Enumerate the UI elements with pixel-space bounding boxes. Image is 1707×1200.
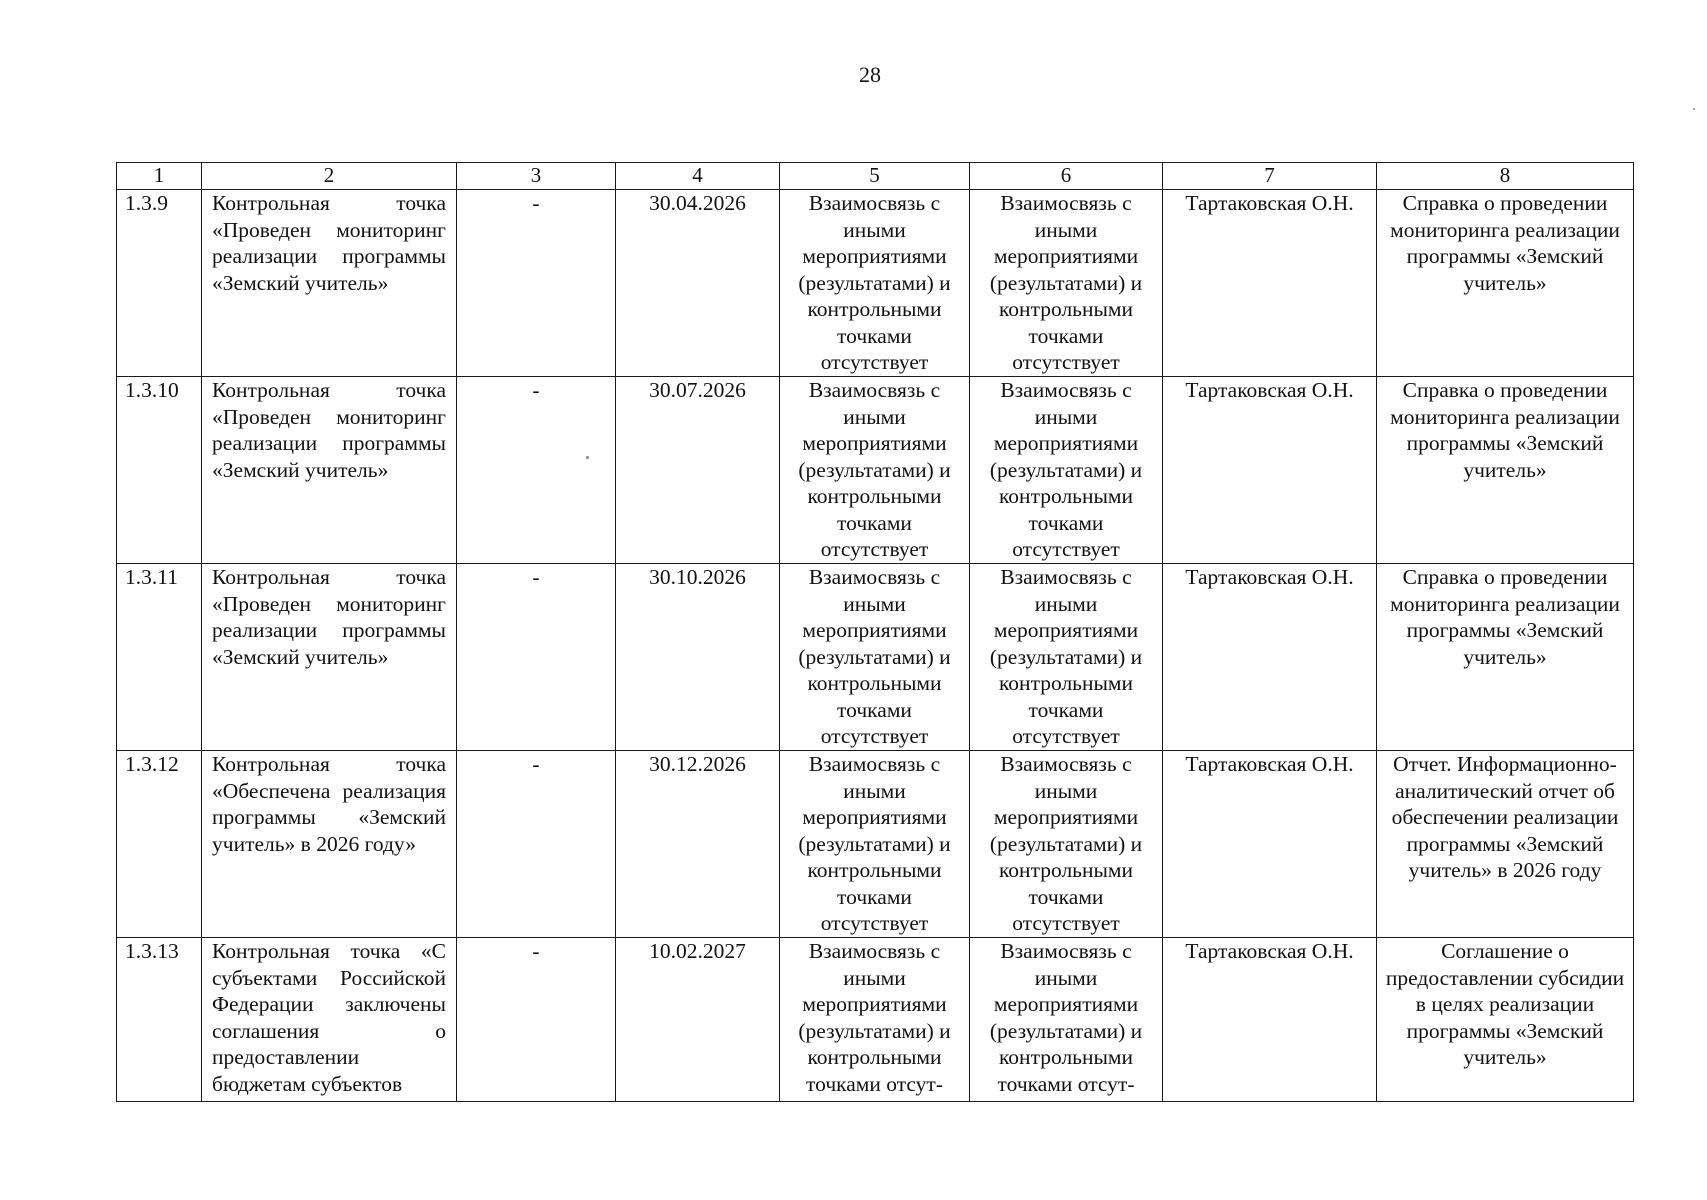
- table-row: [117, 751, 1634, 938]
- deadline-date: 30.04.2026: [616, 190, 780, 377]
- result-document: Отчет. Информационно-аналитический отчет об обеспечении реализации программы «Земский учитель» в 2026 году: [1377, 751, 1634, 938]
- column-number: 7: [1163, 163, 1377, 190]
- relation-predecessors: Взаимосвязь с иными мероприятиями (результатами) и контрольными точками отсутствует: [780, 377, 970, 564]
- row-number: 1.3.12: [117, 751, 202, 938]
- table-row: [117, 564, 1634, 751]
- relation-successors: Взаимосвязь с иными мероприятиями (результатами) и контрольными точками отсутствует: [970, 564, 1163, 751]
- responsible-person: Тартаковская О.Н.: [1163, 190, 1377, 377]
- relation-successors: Взаимосвязь с иными мероприятиями (результатами) и контрольными точками отсутствует: [970, 377, 1163, 564]
- responsible-person: Тартаковская О.Н.: [1163, 751, 1377, 938]
- control-point-name: Контрольная точка «Обеспечена реализация программы «Земский учитель» в 2026 году»: [202, 751, 457, 938]
- result-document: Соглашение о предоставлении субсидии в целях реализации программы «Земский учитель»: [1377, 938, 1634, 1102]
- column-number: 5: [780, 163, 970, 190]
- deadline-date: 30.12.2026: [616, 751, 780, 938]
- relation-predecessors: Взаимосвязь с иными мероприятиями (результатами) и контрольными точками отсут-: [780, 938, 970, 1102]
- control-point-name: Контрольная точка «Проведен мониторинг реализации программы «Земский учитель»: [202, 377, 457, 564]
- empty-value: -: [457, 377, 616, 564]
- scan-speck: [1693, 108, 1695, 110]
- table-row: [117, 938, 1634, 1102]
- row-number: 1.3.9: [117, 190, 202, 377]
- column-number: 8: [1377, 163, 1634, 190]
- row-number: 1.3.11: [117, 564, 202, 751]
- result-document: Справка о проведении мониторинга реализации программы «Земский учитель»: [1377, 190, 1634, 377]
- deadline-date: 30.10.2026: [616, 564, 780, 751]
- column-number: 1: [117, 163, 202, 190]
- row-number: 1.3.13: [117, 938, 202, 1102]
- empty-value: -: [457, 751, 616, 938]
- responsible-person: Тартаковская О.Н.: [1163, 377, 1377, 564]
- control-point-name: Контрольная точка «С субъектами Российской Федерации заключены соглашения о предоставлении бюджетам субъектов: [202, 938, 457, 1102]
- relation-predecessors: Взаимосвязь с иными мероприятиями (результатами) и контрольными точками отсутствует: [780, 564, 970, 751]
- column-number: 2: [202, 163, 457, 190]
- control-point-name: Контрольная точка «Проведен мониторинг реализации программы «Земский учитель»: [202, 564, 457, 751]
- table-row: [117, 190, 1634, 377]
- responsible-person: Тартаковская О.Н.: [1163, 938, 1377, 1102]
- responsible-person: Тартаковская О.Н.: [1163, 564, 1377, 751]
- row-number: 1.3.10: [117, 377, 202, 564]
- empty-value: -: [457, 938, 616, 1102]
- deadline-date: 30.07.2026: [616, 377, 780, 564]
- result-document: Справка о проведении мониторинга реализации программы «Земский учитель»: [1377, 564, 1634, 751]
- relation-successors: Взаимосвязь с иными мероприятиями (результатами) и контрольными точками отсутствует: [970, 190, 1163, 377]
- column-number: 3: [457, 163, 616, 190]
- column-number-row: [117, 163, 1634, 190]
- empty-value: -: [457, 564, 616, 751]
- empty-value: -: [457, 190, 616, 377]
- relation-successors: Взаимосвязь с иными мероприятиями (результатами) и контрольными точками отсутствует: [970, 751, 1163, 938]
- column-number: 4: [616, 163, 780, 190]
- page-number: 28: [859, 62, 881, 87]
- relation-predecessors: Взаимосвязь с иными мероприятиями (результатами) и контрольными точками отсутствует: [780, 190, 970, 377]
- relation-predecessors: Взаимосвязь с иными мероприятиями (результатами) и контрольными точками отсутствует: [780, 751, 970, 938]
- control-point-name: Контрольная точка «Проведен мониторинг реализации программы «Земский учитель»: [202, 190, 457, 377]
- relation-successors: Взаимосвязь с иными мероприятиями (результатами) и контрольными точками отсут-: [970, 938, 1163, 1102]
- measures-table: [116, 162, 1634, 1102]
- column-number: 6: [970, 163, 1163, 190]
- deadline-date: 10.02.2027: [616, 938, 780, 1102]
- table-row: [117, 377, 1634, 564]
- result-document: Справка о проведении мониторинга реализации программы «Земский учитель»: [1377, 377, 1634, 564]
